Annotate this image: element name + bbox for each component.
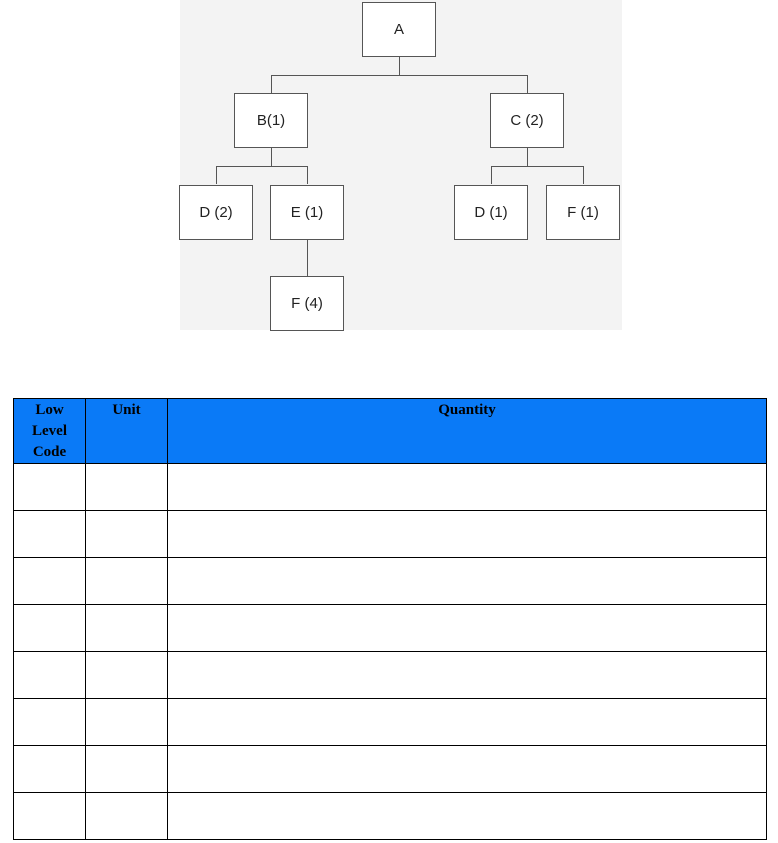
header-unit: Unit — [86, 399, 168, 464]
node-b: B(1) — [234, 93, 308, 148]
header-quantity: Quantity — [168, 399, 767, 464]
node-c: C (2) — [490, 93, 564, 148]
cell-unit[interactable] — [86, 793, 168, 840]
table-row — [14, 511, 767, 558]
cell-low-level-code[interactable] — [14, 558, 86, 605]
cell-unit[interactable] — [86, 511, 168, 558]
table-row — [14, 699, 767, 746]
cell-quantity[interactable] — [168, 558, 767, 605]
cell-unit[interactable] — [86, 746, 168, 793]
table-row — [14, 652, 767, 699]
cell-quantity[interactable] — [168, 464, 767, 511]
cell-quantity[interactable] — [168, 511, 767, 558]
node-b-e: E (1) — [270, 185, 344, 240]
cell-low-level-code[interactable] — [14, 699, 86, 746]
cell-low-level-code[interactable] — [14, 652, 86, 699]
table-row — [14, 793, 767, 840]
cell-unit[interactable] — [86, 558, 168, 605]
header-low-level-code-line1: Low — [35, 402, 64, 418]
cell-quantity[interactable] — [168, 746, 767, 793]
cell-low-level-code[interactable] — [14, 746, 86, 793]
node-b-d: D (2) — [179, 185, 253, 240]
table-row — [14, 605, 767, 652]
cell-low-level-code[interactable] — [14, 793, 86, 840]
table-row — [14, 464, 767, 511]
header-low-level-code — [14, 399, 86, 464]
header-low-level-code-line2: Level — [32, 423, 67, 439]
cell-quantity[interactable] — [168, 605, 767, 652]
node-c-d: D (1) — [454, 185, 528, 240]
bom-table — [13, 398, 767, 840]
cell-unit[interactable] — [86, 464, 168, 511]
cell-unit[interactable] — [86, 605, 168, 652]
table-row — [14, 746, 767, 793]
cell-unit[interactable] — [86, 699, 168, 746]
cell-quantity[interactable] — [168, 699, 767, 746]
node-a: A — [362, 2, 436, 57]
cell-unit[interactable] — [86, 652, 168, 699]
node-c-f: F (1) — [546, 185, 620, 240]
cell-low-level-code[interactable] — [14, 464, 86, 511]
cell-low-level-code[interactable] — [14, 511, 86, 558]
node-e-f: F (4) — [270, 276, 344, 331]
cell-quantity[interactable] — [168, 652, 767, 699]
cell-low-level-code[interactable] — [14, 605, 86, 652]
table-row — [14, 558, 767, 605]
cell-quantity[interactable] — [168, 793, 767, 840]
header-low-level-code-line3: Code — [32, 444, 67, 460]
table-header-row — [14, 399, 767, 464]
